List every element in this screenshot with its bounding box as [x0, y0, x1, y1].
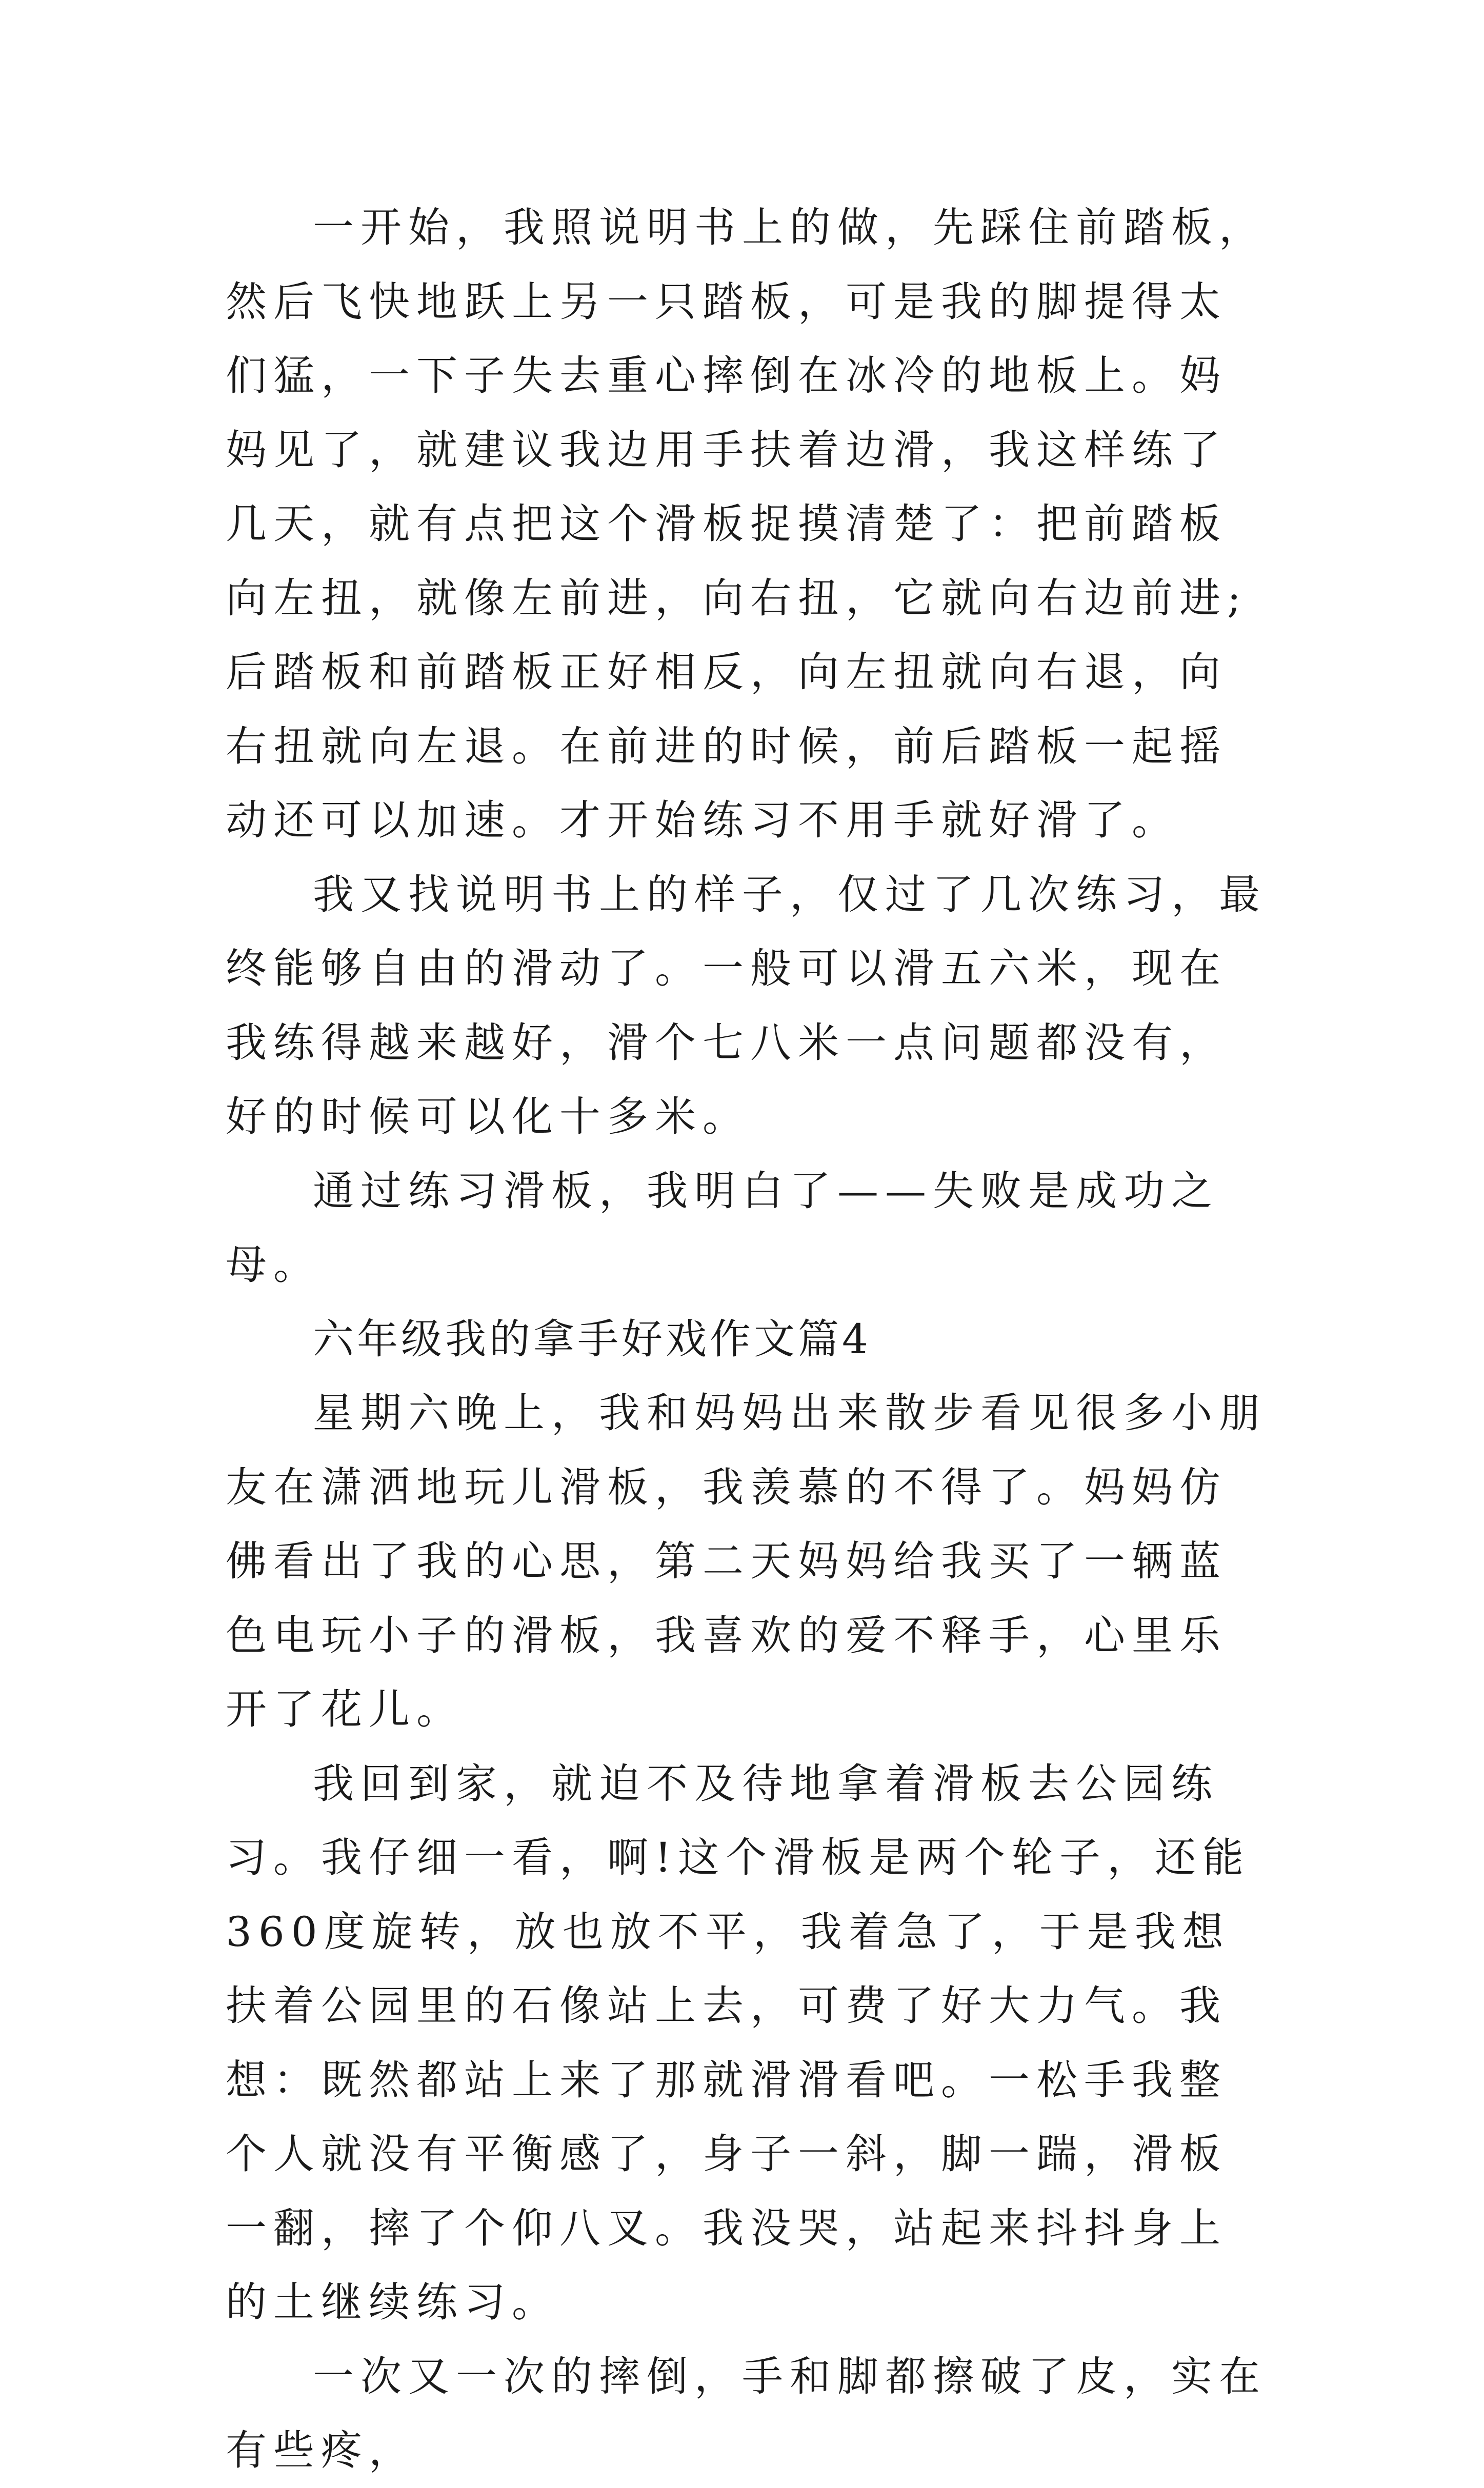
document-body — [226, 191, 1272, 2488]
paragraph-practice-progress: 我又找说明书上的样子，仅过了几次练习，最终能够自由的滑动了。一般可以滑五六米，现在我练得越来越好，滑个七八米一点问题都没有，好的时候可以化十多米。 — [226, 870, 1267, 1140]
paragraph-saturday-evening: 星期六晚上，我和妈妈出来散步看见很多小朋友在潇洒地玩儿滑板，我羡慕的不得了。妈妈仿佛看出了我的心思，第二天妈妈给我买了一辆蓝色电玩小子的滑板，我喜欢的爱不释手，心里乐开了花儿。 — [226, 1389, 1267, 1733]
paragraph-falling-again: 一次又一次的摔倒，手和脚都擦破了皮，实在有些疼， — [226, 2352, 1267, 2474]
paragraph-park-practice: 我回到家，就迫不及待地拿着滑板去公园练习。我仔细一看，啊!这个滑板是两个轮子，还能360度旋转，放也放不平，我着急了，于是我想扶着公园里的石像站上去，可费了好大力气。我想：既然都站上来了那就滑滑看吧。一松手我整个人就没有平衡感了，身子一斜，脚一踹，滑板一翻，摔了个仰八叉。我没哭，站起来抖抖身上的土继续练习。 — [226, 1759, 1251, 2326]
paragraph-skateboard-first-try: 一开始，我照说明书上的做，先踩住前踏板，然后飞快地跃上另一只踏板，可是我的脚提得太们猛，一下子失去重心摔倒在冰冷的地板上。妈妈见了，就建议我边用手扶着边滑，我这样练了几天，就有点把这个滑板捉摸清楚了：把前踏板向左扭，就像左前进，向右扭，它就向右边前进;后踏板和前踏板正好相反，向左扭就向右退，向右扭就向左退。在前进的时候，前后踏板一起摇动还可以加速。才开始练习不用手就好滑了。 — [226, 204, 1267, 844]
paragraph-lesson-learned: 通过练习滑板，我明白了——失败是成功之母。 — [226, 1167, 1219, 1289]
section-heading: 六年级我的拿手好戏作文篇4 — [313, 1315, 871, 1363]
